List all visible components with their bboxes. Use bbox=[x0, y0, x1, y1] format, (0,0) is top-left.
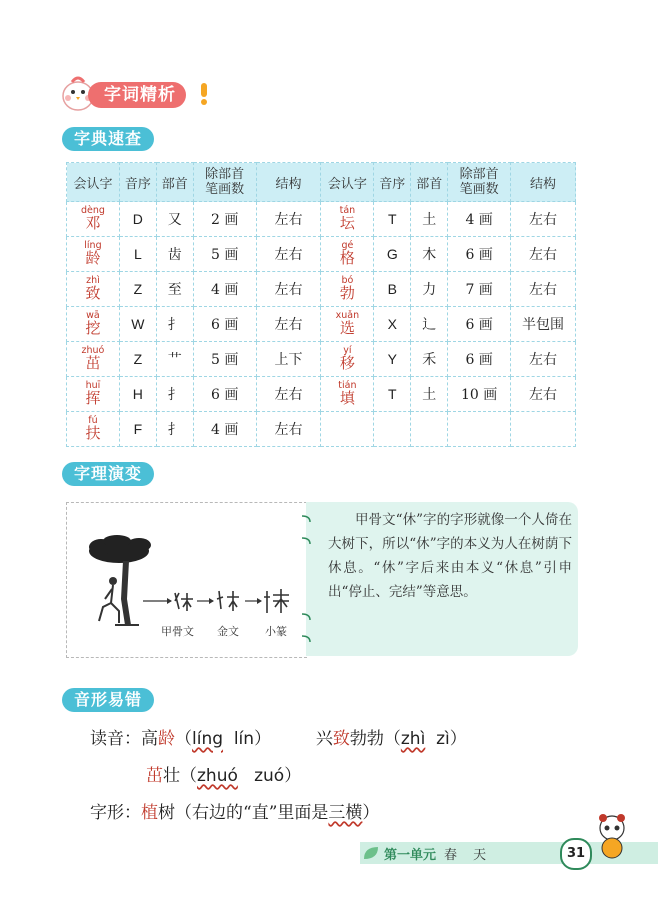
col-header: 音序 bbox=[119, 163, 156, 202]
strokes-cell: 6 画 bbox=[448, 342, 511, 377]
oracle-glyph bbox=[175, 593, 193, 611]
structure-cell: 左右 bbox=[256, 307, 321, 342]
letter-cell: T bbox=[374, 377, 411, 412]
word: 兴 bbox=[315, 729, 333, 749]
word-red: 致 bbox=[332, 729, 350, 749]
form-line bbox=[90, 798, 379, 823]
letter-cell: X bbox=[374, 307, 411, 342]
strokes-cell: 4 画 bbox=[193, 272, 256, 307]
col-header: 结构 bbox=[256, 163, 321, 202]
char-cell bbox=[67, 272, 120, 307]
exclaim-icon bbox=[198, 82, 210, 106]
radical-cell: 又 bbox=[156, 202, 193, 237]
letter-cell: T bbox=[374, 202, 411, 237]
seal-glyph bbox=[264, 589, 289, 613]
letter-cell: L bbox=[119, 237, 156, 272]
char-cell bbox=[67, 202, 120, 237]
structure-cell: 左右 bbox=[511, 342, 576, 377]
col-header: 除部首 笔画数 bbox=[193, 163, 256, 202]
radical-cell: 扌 bbox=[156, 377, 193, 412]
pinyin-correct: zhuó bbox=[197, 766, 238, 786]
hanzi: 挥 bbox=[85, 389, 101, 408]
table-row bbox=[67, 412, 576, 447]
char-cell bbox=[321, 342, 374, 377]
label-bronze: 金文 bbox=[217, 625, 239, 638]
evolution-text: 甲骨文“休”字的字形就像一个人倚在大树下，所以“休”字的本义为人在树荫下休息。“休”字后来由本义“休息”引申出“停止、完结”等意思。 bbox=[328, 512, 572, 600]
reading-line-2 bbox=[146, 761, 301, 786]
paren: （ bbox=[180, 766, 197, 786]
table-row bbox=[67, 272, 576, 307]
radical-cell: 齿 bbox=[156, 237, 193, 272]
word: 勃勃 bbox=[349, 729, 384, 749]
paren: （ bbox=[383, 729, 401, 749]
evolution-illustration bbox=[66, 502, 307, 658]
structure-cell: 左右 bbox=[256, 237, 321, 272]
paren: ） bbox=[362, 803, 380, 823]
section-dictionary: 字典速查 bbox=[62, 127, 154, 151]
letter-cell: W bbox=[119, 307, 156, 342]
char-cell bbox=[321, 237, 374, 272]
pinyin: tián bbox=[338, 379, 357, 391]
letter-cell: G bbox=[374, 237, 411, 272]
structure-cell: 左右 bbox=[256, 377, 321, 412]
strokes-cell: 7 画 bbox=[448, 272, 511, 307]
pinyin-wrong: zì bbox=[436, 729, 450, 749]
char-cell bbox=[321, 307, 374, 342]
strokes-cell: 10 画 bbox=[448, 377, 511, 412]
table-row bbox=[67, 202, 576, 237]
empty-cell bbox=[448, 412, 511, 447]
col-header: 部首 bbox=[156, 163, 193, 202]
pinyin: fú bbox=[88, 414, 98, 426]
bronze-glyph bbox=[217, 591, 239, 611]
spiral-binding-icon bbox=[298, 502, 314, 656]
radical-cell: 力 bbox=[411, 272, 448, 307]
hanzi: 挖 bbox=[85, 319, 101, 338]
paren: ） bbox=[449, 729, 467, 749]
table-row bbox=[67, 342, 576, 377]
section-header bbox=[58, 70, 208, 114]
paren: （ bbox=[175, 803, 192, 823]
pinyin: tán bbox=[339, 204, 356, 216]
hanzi: 格 bbox=[339, 249, 355, 268]
char-cell bbox=[321, 202, 374, 237]
structure-cell: 左右 bbox=[256, 272, 321, 307]
char-cell bbox=[321, 272, 374, 307]
word: 树 bbox=[158, 803, 175, 823]
table-row bbox=[67, 307, 576, 342]
label-oracle: 甲骨文 bbox=[161, 625, 194, 638]
pinyin: yí bbox=[343, 344, 352, 356]
note-underlined: 三横 bbox=[328, 803, 363, 823]
radical-cell: 土 bbox=[411, 202, 448, 237]
structure-cell: 左右 bbox=[511, 377, 576, 412]
reading-label: 读音： bbox=[90, 729, 141, 749]
hanzi: 龄 bbox=[85, 249, 101, 268]
empty-cell bbox=[411, 412, 448, 447]
col-header: 音序 bbox=[374, 163, 411, 202]
pinyin: huī bbox=[85, 379, 101, 391]
radical-cell: 艹 bbox=[156, 342, 193, 377]
strokes-cell: 4 画 bbox=[193, 412, 256, 447]
letter-cell: Z bbox=[119, 342, 156, 377]
radical-cell: 扌 bbox=[156, 307, 193, 342]
radical-cell: 辶 bbox=[411, 307, 448, 342]
word-red: 植 bbox=[141, 803, 158, 823]
radical-cell: 扌 bbox=[156, 412, 193, 447]
strokes-cell: 6 画 bbox=[448, 307, 511, 342]
dictionary-table bbox=[66, 162, 576, 447]
char-cell bbox=[67, 412, 120, 447]
hanzi: 邓 bbox=[85, 214, 101, 233]
table-header-row bbox=[67, 163, 576, 202]
table-row bbox=[67, 237, 576, 272]
char-cell bbox=[321, 377, 374, 412]
radical-cell: 土 bbox=[411, 377, 448, 412]
col-header: 会认字 bbox=[321, 163, 374, 202]
hanzi: 选 bbox=[339, 319, 355, 338]
pinyin: wā bbox=[86, 309, 100, 321]
letter-cell: D bbox=[119, 202, 156, 237]
letter-cell: Z bbox=[119, 272, 156, 307]
pinyin: xuǎn bbox=[335, 309, 360, 321]
structure-cell: 左右 bbox=[256, 202, 321, 237]
radical-cell: 至 bbox=[156, 272, 193, 307]
panda-mascot-icon bbox=[592, 812, 632, 860]
strokes-cell: 6 画 bbox=[193, 307, 256, 342]
form-label: 字形： bbox=[90, 803, 141, 823]
col-header: 部首 bbox=[411, 163, 448, 202]
structure-cell: 半包围 bbox=[511, 307, 576, 342]
letter-cell: F bbox=[119, 412, 156, 447]
pinyin: gé bbox=[341, 239, 354, 251]
structure-cell: 左右 bbox=[511, 202, 576, 237]
pinyin: bó bbox=[341, 274, 354, 286]
char-cell bbox=[67, 307, 120, 342]
word-red: 茁 bbox=[146, 766, 163, 786]
strokes-cell: 6 画 bbox=[193, 377, 256, 412]
header-title: 字词精析 bbox=[88, 82, 186, 108]
page-number: 31 bbox=[560, 838, 592, 870]
letter-cell: B bbox=[374, 272, 411, 307]
pinyin: líng bbox=[84, 239, 102, 251]
hanzi: 勃 bbox=[339, 284, 355, 303]
hanzi: 填 bbox=[339, 389, 355, 408]
footer-topic: 春 天 bbox=[444, 848, 493, 863]
pinyin-wrong: lín bbox=[233, 729, 255, 749]
paren: （ bbox=[175, 729, 192, 749]
note: 右边的“直”里面是 bbox=[192, 803, 329, 823]
radical-cell: 木 bbox=[411, 237, 448, 272]
char-cell bbox=[67, 342, 120, 377]
empty-cell bbox=[374, 412, 411, 447]
char-cell bbox=[67, 237, 120, 272]
hanzi: 坛 bbox=[339, 214, 355, 233]
word-red: 龄 bbox=[158, 729, 175, 749]
structure-cell: 左右 bbox=[511, 237, 576, 272]
strokes-cell: 2 画 bbox=[193, 202, 256, 237]
col-header: 结构 bbox=[511, 163, 576, 202]
hanzi: 茁 bbox=[85, 354, 101, 373]
strokes-cell: 5 画 bbox=[193, 342, 256, 377]
col-header: 会认字 bbox=[67, 163, 120, 202]
hanzi: 扶 bbox=[85, 424, 101, 443]
pinyin: zhuó bbox=[81, 344, 105, 356]
reading-line-1 bbox=[90, 724, 467, 749]
empty-cell bbox=[321, 412, 374, 447]
section-evolution: 字理演变 bbox=[62, 462, 154, 486]
pinyin: zhì bbox=[86, 274, 100, 286]
section-errors: 音形易错 bbox=[62, 688, 154, 712]
hanzi: 致 bbox=[85, 284, 101, 303]
label-seal: 小篆 bbox=[265, 625, 287, 638]
table-row bbox=[67, 377, 576, 412]
footer-unit: 第一单元 bbox=[384, 848, 437, 863]
radical-cell: 禾 bbox=[411, 342, 448, 377]
pinyin-correct: líng bbox=[192, 729, 224, 749]
structure-cell: 上下 bbox=[256, 342, 321, 377]
paren: ） bbox=[284, 766, 302, 786]
word: 高 bbox=[141, 729, 158, 749]
hanzi: 移 bbox=[339, 354, 355, 373]
letter-cell: Y bbox=[374, 342, 411, 377]
pinyin-wrong: zuó bbox=[254, 766, 285, 786]
strokes-cell: 5 画 bbox=[193, 237, 256, 272]
char-cell bbox=[67, 377, 120, 412]
structure-cell: 左右 bbox=[511, 272, 576, 307]
letter-cell: H bbox=[119, 377, 156, 412]
structure-cell: 左右 bbox=[256, 412, 321, 447]
paren: ） bbox=[254, 729, 272, 749]
empty-cell bbox=[511, 412, 576, 447]
col-header: 除部首 笔画数 bbox=[448, 163, 511, 202]
leaf-icon bbox=[362, 845, 380, 861]
strokes-cell: 6 画 bbox=[448, 237, 511, 272]
pinyin: dèng bbox=[80, 204, 105, 216]
word: 壮 bbox=[163, 766, 180, 786]
pinyin-correct: zhì bbox=[400, 729, 426, 749]
strokes-cell: 4 画 bbox=[448, 202, 511, 237]
